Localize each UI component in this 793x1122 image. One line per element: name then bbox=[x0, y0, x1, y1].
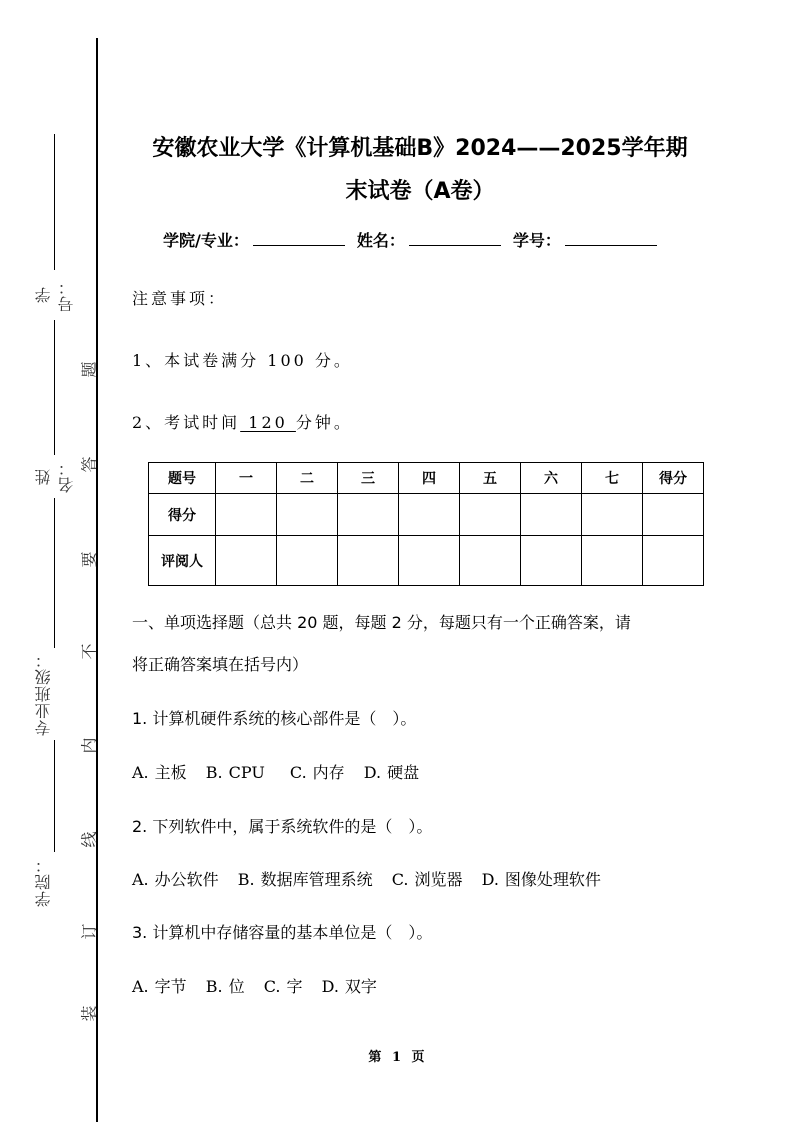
header-cell: 四 bbox=[399, 463, 460, 494]
score-cell[interactable] bbox=[399, 494, 460, 536]
score-table bbox=[148, 462, 704, 586]
margin-label-college: 学院： bbox=[34, 856, 53, 908]
reviewer-cell[interactable] bbox=[643, 536, 704, 586]
option-d[interactable]: D. 双字 bbox=[321, 977, 377, 996]
score-cell[interactable] bbox=[338, 494, 399, 536]
score-cell[interactable] bbox=[643, 494, 704, 536]
row-label: 评阅人 bbox=[149, 536, 216, 586]
option-c[interactable]: C. 字 bbox=[263, 977, 303, 996]
student-info-row bbox=[163, 228, 669, 251]
header-cell: 五 bbox=[460, 463, 521, 494]
header-cell: 题号 bbox=[149, 463, 216, 494]
score-row bbox=[149, 494, 704, 536]
question-3-options bbox=[132, 974, 391, 997]
option-d[interactable]: D. 图像处理软件 bbox=[481, 870, 601, 889]
name-blank[interactable] bbox=[409, 231, 501, 246]
binding-char: 线 bbox=[79, 831, 99, 848]
student-id-blank[interactable] bbox=[565, 231, 657, 246]
row-label: 得分 bbox=[149, 494, 216, 536]
score-cell[interactable] bbox=[216, 494, 277, 536]
header-cell: 一 bbox=[216, 463, 277, 494]
student-id-field bbox=[513, 228, 657, 251]
question-1-options bbox=[132, 760, 433, 783]
binding-char: 内 bbox=[79, 737, 99, 754]
question-1-stem: 1. 计算机硬件系统的核心部件是（ ）。 bbox=[132, 709, 417, 728]
reviewer-cell[interactable] bbox=[460, 536, 521, 586]
option-b[interactable]: B. CPU bbox=[205, 763, 265, 782]
margin-label-name: 姓名： bbox=[34, 459, 76, 494]
reviewer-cell[interactable] bbox=[216, 536, 277, 586]
header-cell: 六 bbox=[521, 463, 582, 494]
name-blank-line bbox=[54, 320, 55, 455]
name-field bbox=[357, 228, 501, 251]
major-class-blank-line bbox=[54, 498, 55, 648]
college-major-field bbox=[163, 228, 345, 251]
page-prefix: 第 bbox=[368, 1050, 382, 1065]
page-suffix: 页 bbox=[411, 1050, 425, 1065]
question-2-options bbox=[132, 867, 615, 890]
question-2-stem: 2. 下列软件中，属于系统软件的是（ ）。 bbox=[132, 817, 433, 836]
score-cell[interactable] bbox=[521, 494, 582, 536]
header-cell: 二 bbox=[277, 463, 338, 494]
binding-char: 题 bbox=[79, 361, 99, 378]
binding-line bbox=[96, 38, 98, 1122]
reviewer-cell[interactable] bbox=[399, 536, 460, 586]
header-cell: 三 bbox=[338, 463, 399, 494]
binding-char: 要 bbox=[79, 551, 99, 568]
reviewer-cell[interactable] bbox=[521, 536, 582, 586]
reviewer-row bbox=[149, 536, 704, 586]
option-d[interactable]: D. 硬盘 bbox=[363, 763, 420, 782]
score-cell[interactable] bbox=[277, 494, 338, 536]
section-1-heading-line2: 将正确答案填在括号内） bbox=[132, 655, 309, 674]
page-value: 1 bbox=[391, 1050, 402, 1065]
exam-title: 安徽农业大学《计算机基础B》2024——2025学年期 bbox=[152, 136, 688, 161]
notes-item-2-prefix: 2、考试时间 bbox=[132, 413, 241, 432]
student-id-blank-line bbox=[54, 134, 55, 270]
reviewer-cell[interactable] bbox=[338, 536, 399, 586]
score-table-header-row bbox=[149, 463, 704, 494]
notes-item-2 bbox=[132, 410, 353, 433]
score-cell[interactable] bbox=[582, 494, 643, 536]
section-1-heading: 一、单项选择题（总共 20 题，每题 2 分，每题只有一个正确答案，请 bbox=[132, 613, 631, 632]
student-id-label: 学号： bbox=[512, 231, 561, 250]
header-cell: 得分 bbox=[643, 463, 704, 494]
option-c[interactable]: C. 内存 bbox=[289, 763, 345, 782]
score-cell[interactable] bbox=[460, 494, 521, 536]
college-major-label: 学院/专业： bbox=[163, 231, 249, 250]
option-b[interactable]: B. 位 bbox=[205, 977, 245, 996]
option-a[interactable]: A. 字节 bbox=[132, 977, 187, 996]
exam-duration-value: 120 bbox=[240, 413, 296, 432]
notes-item-1: 1、本试卷满分 100 分。 bbox=[132, 351, 353, 370]
page-number bbox=[0, 1046, 793, 1065]
college-blank-line bbox=[54, 740, 55, 852]
margin-label-student-id: 学号： bbox=[34, 278, 76, 312]
notes-item-2-suffix: 分钟。 bbox=[295, 413, 353, 432]
option-a[interactable]: A. 主板 bbox=[132, 763, 187, 782]
margin-label-major-class: 专业班级： bbox=[34, 651, 53, 737]
option-c[interactable]: C. 浏览器 bbox=[391, 870, 463, 889]
college-major-blank[interactable] bbox=[253, 231, 345, 246]
notes-heading: 注意事项： bbox=[132, 289, 228, 308]
exam-title-line2: 末试卷（A卷） bbox=[345, 179, 495, 204]
option-b[interactable]: B. 数据库管理系统 bbox=[237, 870, 373, 889]
binding-char: 答 bbox=[79, 456, 99, 473]
header-cell: 七 bbox=[582, 463, 643, 494]
name-label: 姓名： bbox=[356, 231, 405, 250]
reviewer-cell[interactable] bbox=[582, 536, 643, 586]
question-3-stem: 3. 计算机中存储容量的基本单位是（ ）。 bbox=[132, 923, 433, 942]
reviewer-cell[interactable] bbox=[277, 536, 338, 586]
binding-char: 订 bbox=[79, 923, 99, 940]
binding-char: 装 bbox=[79, 1005, 99, 1022]
option-a[interactable]: A. 办公软件 bbox=[132, 870, 219, 889]
binding-char: 不 bbox=[79, 643, 99, 660]
